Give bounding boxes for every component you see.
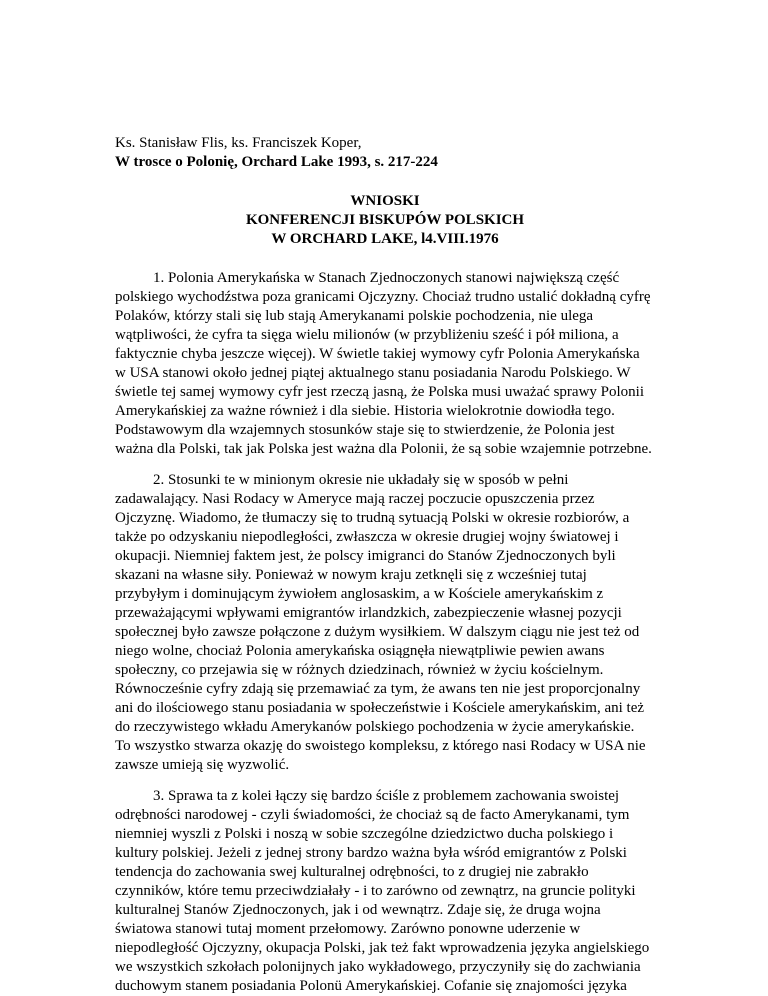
paragraph-line: tendencja do zachowania swej kulturalnej odrębności, to z drugiej nie zabrakło xyxy=(115,864,589,880)
paragraph-line: społeczny, co przejawia się w różnych dziedzinach, również w życiu kościelnym. xyxy=(115,662,604,678)
paragraph-line: 3. Sprawa ta z kolei łączy się bardzo ściśle z problemem zachowania swoistej xyxy=(153,788,620,804)
paragraph-line: duchowym stanem posiadania Polonü Amerykańskiej. Cofanie się znajomości języka xyxy=(115,978,627,994)
paragraph-line: we wszystkich szkołach polonijnych jako wykładowego, przyczyniły się do zachwiania xyxy=(115,959,641,975)
paragraph-line: także po odzyskaniu niepodległości, zwłaszcza w okresie drugiej wojny światowej i xyxy=(115,529,619,545)
paragraph-line: przeważającymi wpływami emigrantów irlandzkich, zabezpieczenie własnej pozycji xyxy=(115,605,622,621)
paragraph-line: To wszystko stwarza okazję do swoistego kompleksu, z którego nasi Rodacy w USA nie xyxy=(115,738,646,754)
paragraph-line: polskiego wychodźstwa poza granicami Ojczyzny. Chociaż trudno ustalić dokładną cyfrę xyxy=(115,289,651,305)
paragraph-line: Podstawowym dla wzajemnych stosunków staje się to stwierdzenie, że Polonia jest xyxy=(115,422,615,438)
paragraph-line: czynników, które temu przeciwdziałały - i to zarówno od zewnątrz, na gruncie polityki xyxy=(115,883,636,899)
paragraph-line: 1. Polonia Amerykańska w Stanach Zjednoczonych stanowi największą część xyxy=(153,270,620,286)
document-page xyxy=(115,134,655,996)
paragraph-line: w USA stanowi około jednej piątej aktualnego stanu posiadania Narodu Polskiego. W xyxy=(115,365,631,381)
heading-line-3: W ORCHARD LAKE, l4.VIII.1976 xyxy=(271,231,499,247)
paragraph-line: Amerykańskiej za ważne również i dla siebie. Historia wielokrotnie dowiodła tego. xyxy=(115,403,615,419)
paragraph-line: wątpliwości, że cyfra ta sięga wielu milionów (w przybliżeniu sześć i pół miliona, a xyxy=(115,327,619,343)
paragraph-line: okupacji. Niemniej faktem jest, że polscy imigranci do Stanów Zjednoczonych byli xyxy=(115,548,616,564)
paragraph-line: skazani na własne siły. Ponieważ w nowym kraju zetknęli się z wcześniej tutaj xyxy=(115,567,587,583)
paragraph-line: ani do ilościowego stanu posiadania w społeczeństwie i Kościele amerykańskim, ani też xyxy=(115,700,645,716)
paragraph-line: faktycznie chyba jeszcze więcej). W świetle takiej wymowy cyfr Polonia Amerykańska xyxy=(115,346,640,362)
paragraph-line: odrębności narodowej - czyli świadomości, że chociaż są de facto Amerykanami, tym xyxy=(115,807,630,823)
paragraph-line: świetle tej samej wymowy cyfr jest rzeczą jasną, że Polska musi uważać sprawy Polonii xyxy=(115,384,645,400)
paragraph-line: zadawalający. Nasi Rodacy w Ameryce mają raczej poczucie opuszczenia przez xyxy=(115,491,595,507)
paragraph-line: do rzeczywistego wkładu Amerykanów polskiego pochodzenia w życie amerykańskie. xyxy=(115,719,635,735)
paragraph-line: Równocześnie cyfry zdają się przemawiać za tym, że awans ten nie jest proporcjonalny xyxy=(115,681,641,697)
source-authors: Ks. Stanisław Flis, ks. Franciszek Koper, xyxy=(115,135,362,151)
heading-line-2: KONFERENCJI BISKUPÓW POLSKICH xyxy=(245,212,525,228)
document-heading xyxy=(115,192,655,249)
paragraph-3 xyxy=(115,787,655,996)
paragraph-line: kultury polskiej. Jeżeli z jednej strony bardzo ważna była wśród emigrantów z Polski xyxy=(115,845,627,861)
paragraph-line: niepodległość Ojczyzny, okupacja Polski, jak też fakt wprowadzenia języka angielskiego xyxy=(115,940,650,956)
paragraph-line: niemniej wyszli z Polski i noszą w sobie szczególne dziedzictwo ducha polskiego i xyxy=(115,826,614,842)
source-title: W trosce o Polonię, Orchard Lake 1993, s. 217-224 xyxy=(115,154,438,170)
heading-line-1: WNIOSKI xyxy=(350,193,420,209)
paragraph-1 xyxy=(115,269,655,459)
paragraph-line: przybyłym i dominującym żywiołem anglosaskim, a w Kościele amerykańskim z xyxy=(115,586,604,602)
paragraph-line: światowa stanowi tutaj moment przełomowy. Zarówno ponowne uderzenie w xyxy=(115,921,581,937)
paragraph-line: kulturalnej Stanów Zjednoczonych, jak i od wewnątrz. Zdaje się, że druga wojna xyxy=(115,902,601,918)
paragraph-line: Polaków, którzy stali się lub stają Amerykanami polskie pochodzenia, nie ulega xyxy=(115,308,594,324)
source-citation xyxy=(115,134,655,172)
paragraph-line: niego wolne, chociaż Polonia amerykańska osiągnęła niewątpliwie pewien awans xyxy=(115,643,605,659)
paragraph-line: ważna dla Polski, tak jak Polska jest ważna dla Polonii, że są sobie wzajemnie potrzebne. xyxy=(115,441,652,457)
paragraph-line: Ojczyznę. Wiadomo, że tłumaczy się to trudną sytuacją Polski w okresie rozbiorów, a xyxy=(115,510,630,526)
paragraph-2 xyxy=(115,471,655,775)
paragraph-line: 2. Stosunki te w minionym okresie nie układały się w sposób w pełni xyxy=(153,472,569,488)
document-body xyxy=(115,269,655,996)
paragraph-line: społecznej było zawsze połączone z dużym wysiłkiem. W dalszym ciągu nie jest też od xyxy=(115,624,640,640)
paragraph-line: zawsze umieją się wyzwolić. xyxy=(115,757,290,773)
